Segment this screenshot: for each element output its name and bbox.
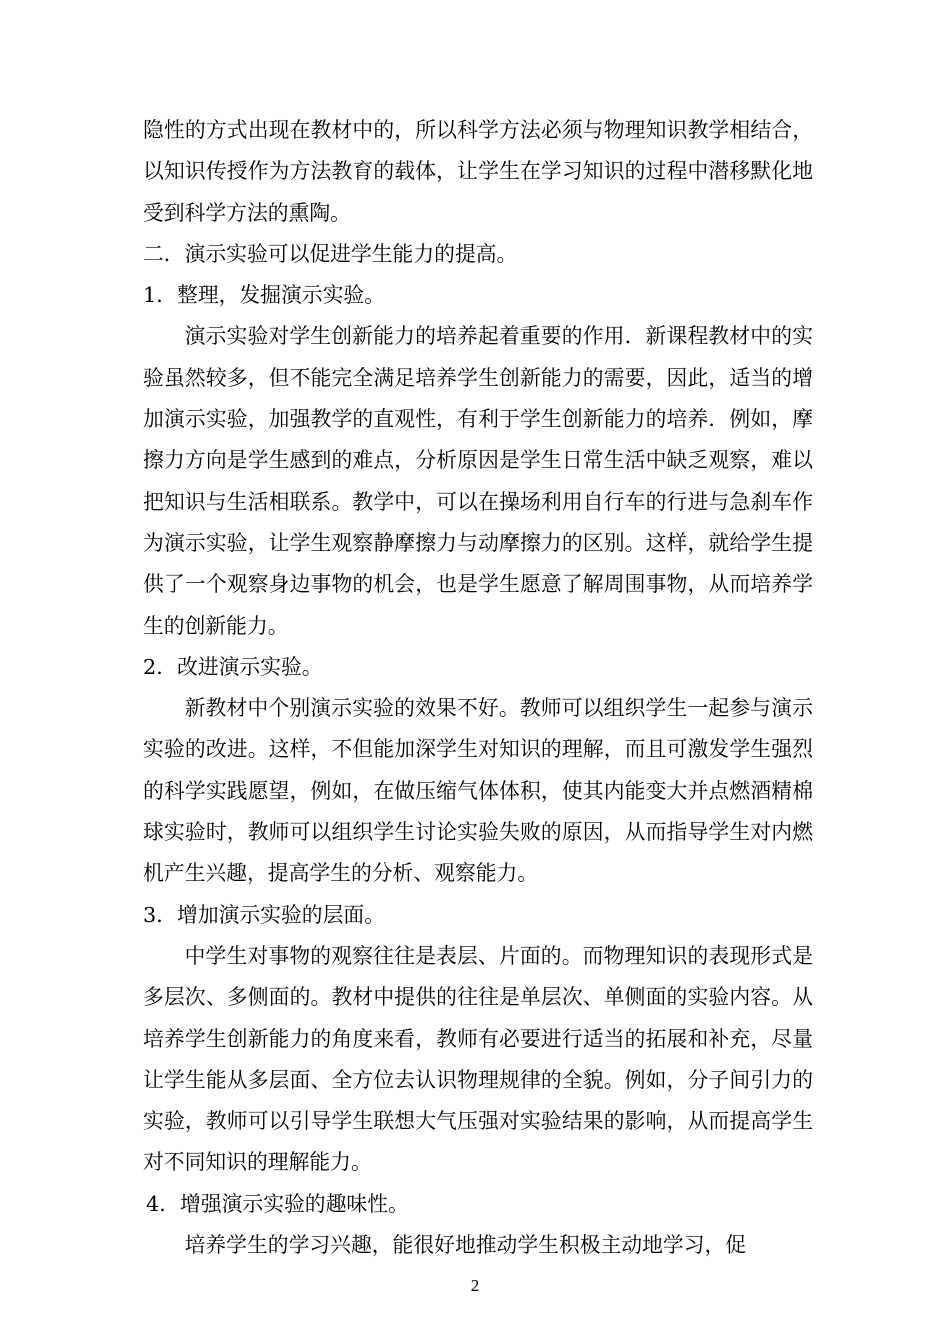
subheading-2: 2．改进演示实验。 (143, 654, 323, 679)
subheading-1: 1．整理，发掘演示实验。 (143, 283, 385, 308)
subheading-3: 3．增加演示实验的层面。 (143, 902, 385, 927)
subheading-4: 4．增强演示实验的趣味性。 (146, 1191, 409, 1216)
body-text (143, 110, 813, 1266)
paragraph-3: 中学生对事物的观察往往是表层、片面的。而物理知识的表现形式是多层次、多侧面的。教材中提供的往往是单层次、单侧面的实验内容。从培养学生创新能力的角度来看，教师有必要进行适当的拓展和补充，尽量让学生能从多层面、全方位去认识物理规律的全貌。例如，分子间引力的实验，教师可以引导学生联想大气压强对实验结果的影响，从而提高学生对不同知识的理解能力。 (143, 943, 813, 1175)
paragraph-continuation: 隐性的方式出现在教材中的，所以科学方法必须与物理知识教学相结合，以知识传授作为方法教育的载体，让学生在学习知识的过程中潜移默化地受到科学方法的熏陶。 (143, 118, 813, 225)
paragraph-4: 培养学生的学习兴趣，能很好地推动学生积极主动地学习，促 (184, 1233, 747, 1258)
section-heading: 二．演示实验可以促进学生能力的提高。 (143, 241, 518, 266)
page-number: 2 (470, 1276, 480, 1295)
paragraph-1: 演示实验对学生创新能力的培养起着重要的作用．新课程教材中的实验虽然较多，但不能完全满足培养学生创新能力的需要，因此，适当的增加演示实验，加强教学的直观性，有利于学生创新能力的培养．例如，摩擦力方向是学生感到的难点，分析原因是学生日常生活中缺乏观察，难以把知识与生活相联系。教学中，可以在操场利用自行车的行进与急刹车作为演示实验，让学生观察静摩擦力与动摩擦力的区别。这样，就给学生提供了一个观察身边事物的机会，也是学生愿意了解周围事物，从而培养学生的创新能力。 (143, 324, 813, 638)
paragraph-2: 新教材中个别演示实验的效果不好。教师可以组织学生一起参与演示实验的改进。这样，不但能加深学生对知识的理解，而且可激发学生强烈的科学实践愿望，例如，在做压缩气体体积，使其内能变大并点燃酒精棉球实验时，教师可以组织学生讨论实验失败的原因，从而指导学生对内燃机产生兴趣，提高学生的分析、观察能力。 (143, 696, 813, 886)
